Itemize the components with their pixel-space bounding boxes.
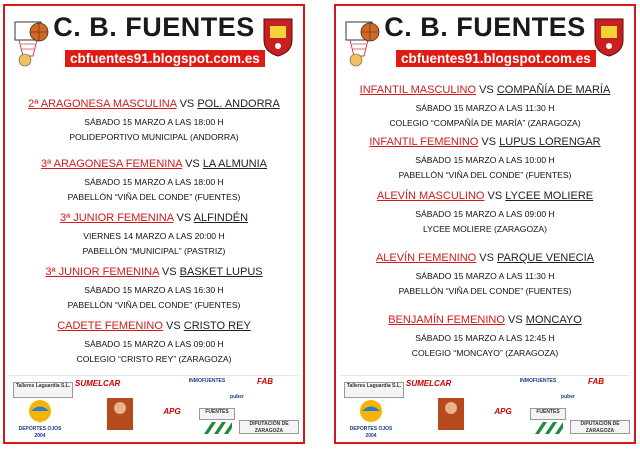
match-item <box>336 190 634 236</box>
match-venue: COLEGIO “CRISTO REY” (ZARAGOZA) <box>76 354 232 364</box>
sponsor-logo: puber <box>230 394 244 400</box>
match-venue: PABELLÓN “MUNICIPAL” (PASTRIZ) <box>82 246 226 256</box>
match-item <box>336 84 634 130</box>
sponsor-logo: DEPORTES OJOS 2004 <box>349 426 393 439</box>
match-opponent: ALFINDÉN <box>193 212 249 224</box>
match-venue: LYCEE MOLIERE (ZARAGOZA) <box>423 224 547 234</box>
match-category: ALEVÍN MASCULINO <box>376 190 485 202</box>
vs-label: VS <box>487 190 503 202</box>
sponsor-logo: INMOFUENTES <box>188 378 226 384</box>
match-category: INFANTIL FEMENINO <box>369 136 479 148</box>
club-title: C. B. FUENTES <box>384 12 586 42</box>
match-teams <box>5 98 303 110</box>
blog-url[interactable]: cbfuentes91.blogspot.com.es <box>396 50 596 67</box>
sponsor-stripes-icon <box>204 422 232 434</box>
sponsor-strip <box>9 375 299 439</box>
sponsor-logo: APG <box>163 407 181 416</box>
poster-header <box>336 6 634 78</box>
match-venue: PABELLÓN “VIÑA DEL CONDE” (FUENTES) <box>67 300 241 310</box>
match-venue: POLIDEPORTIVO MUNICIPAL (ANDORRA) <box>69 132 239 142</box>
sponsor-logo: DEPORTES OJOS 2004 <box>18 426 62 439</box>
club-crest-icon <box>592 16 626 58</box>
match-teams <box>5 266 303 278</box>
match-venue: COLEGIO “MONCAYO” (ZARAGOZA) <box>411 348 559 358</box>
match-category: ALEVÍN FEMENINO <box>375 252 477 264</box>
match-opponent: MONCAYO <box>525 314 582 326</box>
match-venue: COLEGIO “COMPAÑÍA DE MARÍA” (ZARAGOZA) <box>389 118 581 128</box>
match-item <box>5 212 303 258</box>
match-category: 3ª JUNIOR FEMENINA <box>59 212 174 224</box>
match-category: CADETE FEMENINO <box>57 320 163 332</box>
vs-label: VS <box>176 212 192 224</box>
match-item <box>336 136 634 182</box>
vs-label: VS <box>479 252 494 264</box>
match-venue: PABELLÓN “VIÑA DEL CONDE” (FUENTES) <box>67 192 241 202</box>
sponsor-logo: FUENTES <box>530 408 566 420</box>
sponsor-logo: Talleres Laguardia S.L. <box>13 382 73 398</box>
sponsor-logo: SUMELCAR <box>75 379 121 388</box>
match-venue: PABELLÓN “VIÑA DEL CONDE” (FUENTES) <box>398 286 572 296</box>
sponsor-logo: SUMELCAR <box>406 379 452 388</box>
vs-label: VS <box>185 158 200 170</box>
match-category: BENJAMÍN FEMENINO <box>388 314 505 326</box>
match-venue: PABELLÓN “VIÑA DEL CONDE” (FUENTES) <box>398 170 572 180</box>
match-teams <box>5 320 303 332</box>
vs-label: VS <box>179 98 195 110</box>
match-teams <box>336 136 634 148</box>
match-teams <box>336 252 634 264</box>
match-date: SÁBADO 15 MARZO A LAS 18:00 H <box>84 177 224 187</box>
match-date: VIERNES 14 MARZO A LAS 20:00 H <box>83 231 225 241</box>
match-date: SÁBADO 15 MARZO A LAS 11:30 H <box>415 271 555 281</box>
match-date: SÁBADO 15 MARZO A LAS 09:00 H <box>415 209 555 219</box>
match-teams <box>336 84 634 96</box>
match-opponent: COMPAÑÍA DE MARÍA <box>496 84 611 96</box>
sponsor-logo: FAB <box>588 377 604 386</box>
vs-label: VS <box>508 314 523 326</box>
sponsor-logo: INMOFUENTES <box>519 378 557 384</box>
match-date: SÁBADO 15 MARZO A LAS 09:00 H <box>84 339 224 349</box>
match-opponent: LA ALMUNIA <box>202 158 268 170</box>
match-teams <box>5 212 303 224</box>
match-date: SÁBADO 15 MARZO A LAS 16:30 H <box>84 285 224 295</box>
match-opponent: LUPUS LORENGAR <box>499 136 601 148</box>
match-teams <box>336 190 634 202</box>
match-opponent: PARQUE VENECIA <box>497 252 595 264</box>
match-item <box>5 158 303 204</box>
poster-header <box>5 6 303 78</box>
match-date: SÁBADO 15 MARZO A LAS 11:30 H <box>415 103 555 113</box>
sponsor-emblem-icon <box>27 398 53 424</box>
sponsor-stripes-icon <box>535 422 563 434</box>
match-opponent: POL. ANDORRA <box>197 98 280 110</box>
match-item <box>336 314 634 360</box>
match-item <box>5 266 303 312</box>
club-title: C. B. FUENTES <box>53 12 255 42</box>
match-opponent: LYCEE MOLIERE <box>505 190 594 202</box>
sponsor-logo: FUENTES <box>199 408 235 420</box>
sponsor-strip <box>340 375 630 439</box>
vs-label: VS <box>166 320 181 332</box>
match-date: SÁBADO 15 MARZO A LAS 10:00 H <box>415 155 555 165</box>
match-date: SÁBADO 15 MARZO A LAS 18:00 H <box>84 117 224 127</box>
match-item <box>5 320 303 366</box>
sponsor-logo: puber <box>561 394 575 400</box>
sponsor-logo: APG <box>494 407 512 416</box>
match-item <box>5 98 303 144</box>
vs-label: VS <box>161 266 177 278</box>
match-opponent: CRISTO REY <box>183 320 251 332</box>
match-category: 3ª ARAGONESA FEMENINA <box>40 158 182 170</box>
match-opponent: BASKET LUPUS <box>179 266 263 278</box>
sponsor-logo: DIPUTACIÓN DE ZARAGOZA <box>570 420 630 434</box>
sponsor-logo: FAB <box>257 377 273 386</box>
sponsor-emblem-icon <box>358 398 384 424</box>
match-teams <box>5 158 303 170</box>
match-category: 2ª ARAGONESA MASCULINA <box>28 98 177 110</box>
blog-url[interactable]: cbfuentes91.blogspot.com.es <box>65 50 265 67</box>
poster-left <box>3 4 305 444</box>
match-date: SÁBADO 15 MARZO A LAS 12:45 H <box>415 333 555 343</box>
match-item <box>336 252 634 298</box>
poster-right <box>334 4 636 444</box>
club-crest-icon <box>261 16 295 58</box>
match-category: 3ª JUNIOR FEMENINA <box>45 266 159 278</box>
sponsor-logo: Talleres Laguardia S.L. <box>344 382 404 398</box>
match-teams <box>336 314 634 326</box>
vs-label: VS <box>479 84 494 96</box>
sponsor-logo: DIPUTACIÓN DE ZARAGOZA <box>239 420 299 434</box>
vs-label: VS <box>481 136 497 148</box>
sponsor-figure-icon <box>436 396 466 432</box>
sponsor-figure-icon <box>105 396 135 432</box>
match-category: INFANTIL MASCULINO <box>359 84 477 96</box>
